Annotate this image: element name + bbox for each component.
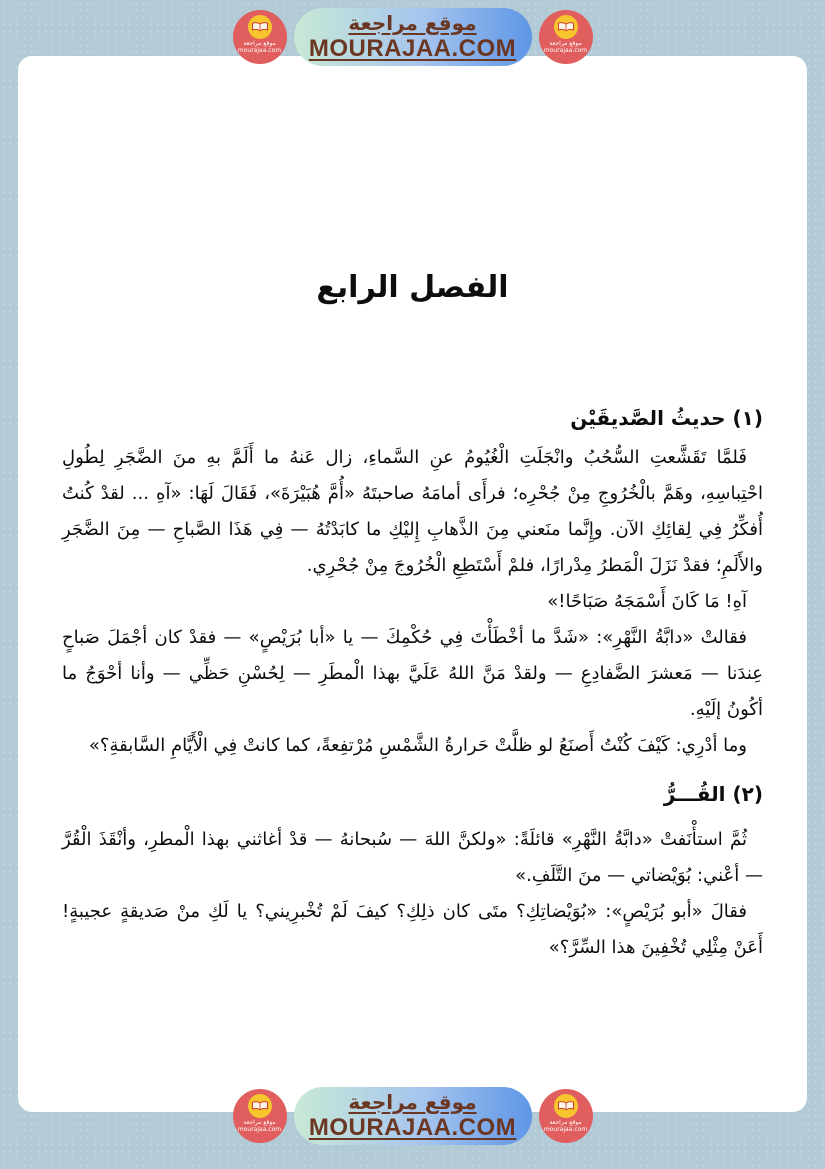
paragraph: وما أدْرِي: كَيْفَ كُنْتُ أَصنَعُ لو ظلَّتْ حَرارةُ الشَّمْسِ مُرْتفِعةً، كما كانتْ فِي الْأَيَّامِ السَّابقةِ؟» — [88, 735, 747, 756]
section-1-heading: (١) حديثُ الصَّديقَيْن — [570, 406, 763, 430]
badge-site-domain: mourajaa.com — [543, 1126, 588, 1133]
paragraph: آهِ! مَا كَانَ أَسْمَجَهُ صَبَاحًا!» — [547, 591, 747, 612]
section-2-heading: (٢) القُـــرُّ — [663, 782, 763, 806]
badge-site-domain: mourajaa.com — [237, 47, 282, 54]
badge-caption — [544, 40, 587, 54]
paragraph: فَلمَّا تَقَشَّعتِ السُّحُبُ وانْجَلَتِ الْغُيُومُ عنِ السَّماءِ، زال عَنهُ ما أَلَمَّ بهِ منَ الضَّجَرِ لِطُولِ احْتِباسِهِ، وهَمَّ بالْخُرُوجِ مِنْ جُحْرِه؛ فرأَى أمامَهُ صاحبتَهُ «أُمَّ هُبَيْرَةَ»، فَقَالَ لَهَا: «آهِ ... لقدْ كُنتُ أُفكِّرُ فِي لِقائِكِ الآن. وإِنَّما منَعني مِنَ الذَّهابِ إِليْكِ ما كابَدْتُهُ — فِي هَذَا الصَّباحِ — مِنَ الضَّجَرِ والأَلَمِ؛ فقدْ نَزَلَ الْمَطرُ مِدْرارًا، فلمْ أَسْتَطِعِ الْخُرُوجَ مِنْ جُحْرِي. — [62, 447, 763, 576]
header-banner — [0, 8, 825, 66]
footer-banner — [0, 1087, 825, 1145]
badge-site-domain: mourajaa.com — [237, 1126, 282, 1133]
badge-caption — [238, 40, 281, 54]
open-book-icon — [248, 15, 272, 39]
site-name-link[interactable]: موقع مراجعة — [348, 10, 477, 35]
badge-site-name: موقع مراجعة — [243, 40, 276, 47]
site-logo-badge — [539, 10, 593, 64]
paragraph: فقالَ «أبو بُرَيْصٍ»: «بُوَيْضاتِكِ؟ متَى كان ذلِكِ؟ كيفَ لَمْ تُخْبرِيني؟ يا لَكِ منْ صَديقةٍ عجيبةٍ! أَعَنْ مِثْلِي تُخْفِينَ هذا السِّرَّ؟» — [62, 901, 763, 958]
badge-caption — [238, 1119, 281, 1133]
site-domain-link[interactable]: MOURAJAA.COM — [308, 34, 517, 62]
badge-site-name: موقع مراجعة — [549, 40, 582, 47]
badge-caption — [544, 1119, 587, 1133]
badge-site-name: موقع مراجعة — [549, 1119, 582, 1126]
open-book-icon — [554, 1094, 578, 1118]
document-content — [18, 56, 807, 966]
open-book-icon — [248, 1094, 272, 1118]
badge-site-name: موقع مراجعة — [243, 1119, 276, 1126]
site-banner-pill — [294, 8, 532, 66]
badge-site-domain: mourajaa.com — [543, 47, 588, 54]
site-logo-badge — [539, 1089, 593, 1143]
paragraph: ثُمَّ استأْنَفتْ «دابَّةُ النَّهْرِ» قائلَةً: «ولكنَّ اللهَ — سُبحانهُ — قدْ أغاثني بهذا الْمطرِ، وأنْقَذَ الْقُرَّ — أعْني: بُوَيْضاتي — منَ التَّلَفِ.» — [62, 829, 763, 886]
site-banner-pill — [294, 1087, 532, 1145]
paragraph: فقالتْ «دابَّةُ النَّهْرِ»: «شَدَّ ما أخْطَأْتَ فِي حُكْمِكَ — يا «أبا بُرَيْصٍ» — فقدْ كان أجْمَلَ صَباحٍ عِندَنا — مَعشرَ الضَّفادِعِ — ولقدْ مَنَّ اللهُ عَلَيَّ بهذا الْمطَرِ — لِحُسْنِ حَظِّي — وأنا أحْوَجُ ما أكُونُ إلَيْهِ. — [62, 627, 763, 720]
site-logo-badge — [233, 1089, 287, 1143]
chapter-title: الفصل الرابع — [316, 270, 509, 305]
site-domain-link[interactable]: MOURAJAA.COM — [308, 1113, 517, 1141]
open-book-icon — [554, 15, 578, 39]
site-name-link[interactable]: موقع مراجعة — [348, 1089, 477, 1114]
site-logo-badge — [233, 10, 287, 64]
